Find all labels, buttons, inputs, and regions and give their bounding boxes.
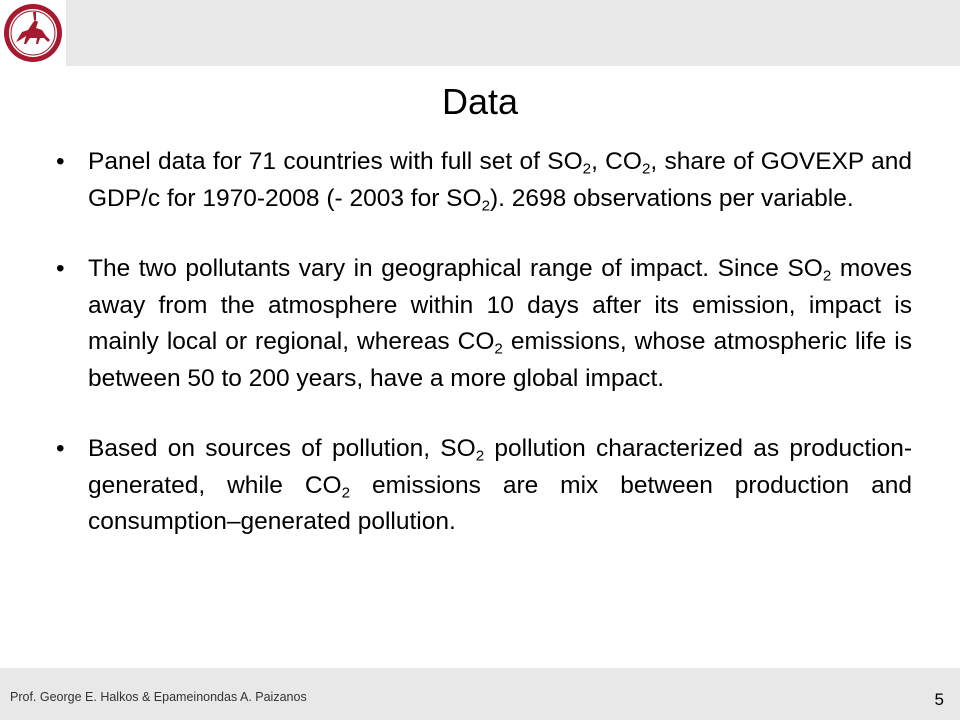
subscript: 2 bbox=[582, 160, 592, 178]
logo bbox=[0, 0, 66, 66]
footer-author: Prof. George E. Halkos & Epameinondas A. Paizanos bbox=[10, 690, 307, 704]
bullet-marker: • bbox=[56, 435, 65, 462]
text-run: pollution characterized as production-generated, while CO bbox=[88, 435, 912, 499]
text-run: moves away from the atmosphere within 10 days after its emission, impact is mainly local or regional, whereas CO bbox=[88, 255, 912, 355]
subscript: 2 bbox=[822, 267, 832, 285]
bullet-text bbox=[88, 255, 912, 392]
bullet-item-2 bbox=[56, 251, 912, 397]
bullet-item-3 bbox=[56, 431, 912, 541]
header-band bbox=[0, 0, 960, 66]
text-run: Panel data for 71 countries with full set of SO bbox=[88, 148, 583, 175]
text-run: , CO bbox=[591, 148, 642, 175]
subscript: 2 bbox=[494, 340, 503, 358]
text-run: Based on sources of pollution, SO bbox=[88, 435, 476, 462]
text-run: ). 2698 observations per variable. bbox=[490, 184, 854, 212]
subscript: 2 bbox=[481, 196, 491, 214]
bullet-text bbox=[88, 435, 912, 535]
text-run: emissions are mix between production and consumption–generated pollution. bbox=[88, 471, 912, 535]
page-number: 5 bbox=[934, 690, 944, 709]
bullet-marker: • bbox=[56, 255, 65, 282]
subscript: 2 bbox=[641, 160, 651, 178]
bullet-item-1 bbox=[56, 144, 912, 217]
bullet-text bbox=[88, 148, 912, 212]
text-run: The two pollutants vary in geographical range of impact. Since SO bbox=[88, 255, 823, 282]
slide-title: Data bbox=[441, 81, 519, 122]
subscript: 2 bbox=[341, 483, 351, 501]
text-run: , share of GOVEXP and GDP/c for 1970-2008 (- 2003 for SO bbox=[88, 148, 912, 212]
university-seal-icon bbox=[2, 2, 64, 64]
bullet-marker: • bbox=[56, 148, 65, 175]
bullet-list bbox=[56, 144, 912, 541]
subscript: 2 bbox=[475, 447, 485, 465]
text-run: emissions, whose atmospheric life is between 50 to 200 years, have a more global impact. bbox=[88, 328, 912, 392]
